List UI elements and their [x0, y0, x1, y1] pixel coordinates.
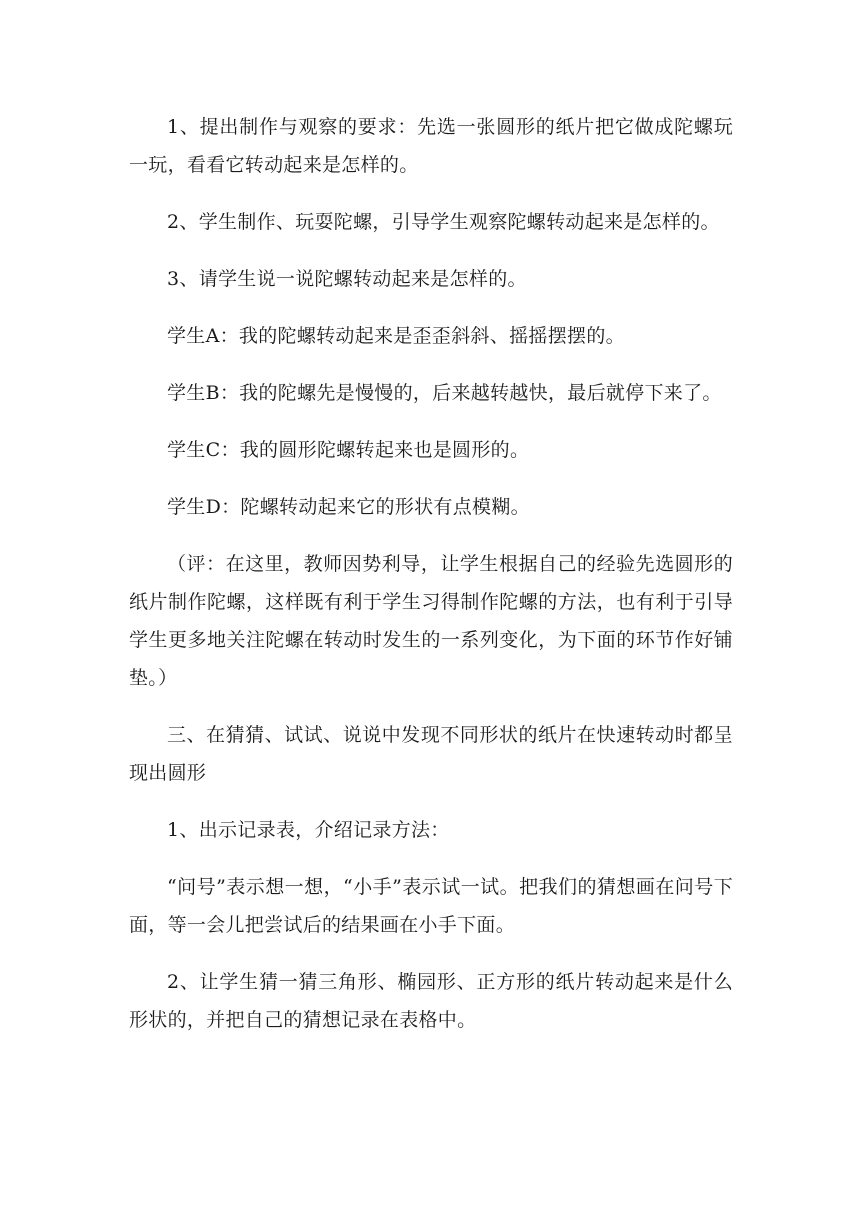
paragraph-student-d: 学生D：陀螺转动起来它的形状有点模糊。: [167, 496, 530, 518]
paragraph-make-play: 2、学生制作、玩耍陀螺，引导学生观察陀螺转动起来是怎样的。: [167, 211, 720, 233]
paragraph-show-table: 1、出示记录表，介绍记录方法：: [167, 819, 450, 841]
section-heading-three: 三、在猜猜、试试、说说中发现不同形状的纸片在快速转动时都呈现出圆形: [129, 724, 733, 784]
paragraph-symbols: “问号”表示想一想，“小手”表示试一试。把我们的猜想画在问号下面，等一会儿把尝试后的结果画在小手下面。: [129, 876, 733, 936]
paragraph-comment: （评：在这里，教师因势利导，让学生根据自己的经验先选圆形的纸片制作陀螺，这样既有利于学生习得制作陀螺的方法，也有利于引导学生更多地关注陀螺在转动时发生的一系列变化，为下面的环节作好铺垫。）: [129, 553, 733, 689]
paragraph-student-a: 学生A：我的陀螺转动起来是歪歪斜斜、摇摇摆摆的。: [167, 325, 625, 347]
paragraph-requirement: 1、提出制作与观察的要求：先选一张圆形的纸片把它做成陀螺玩一玩，看看它转动起来是怎样的。: [129, 116, 733, 176]
paragraph-student-c: 学生C：我的圆形陀螺转起来也是圆形的。: [167, 439, 530, 461]
paragraph-ask-students: 3、请学生说一说陀螺转动起来是怎样的。: [167, 268, 527, 290]
paragraph-student-b: 学生B：我的陀螺先是慢慢的，后来越转越快，最后就停下来了。: [167, 382, 722, 404]
paragraph-guess-shapes: 2、让学生猜一猜三角形、椭园形、正方形的纸片转动起来是什么形状的，并把自己的猜想记录在表格中。: [129, 971, 733, 1031]
document-body: [129, 108, 733, 1058]
